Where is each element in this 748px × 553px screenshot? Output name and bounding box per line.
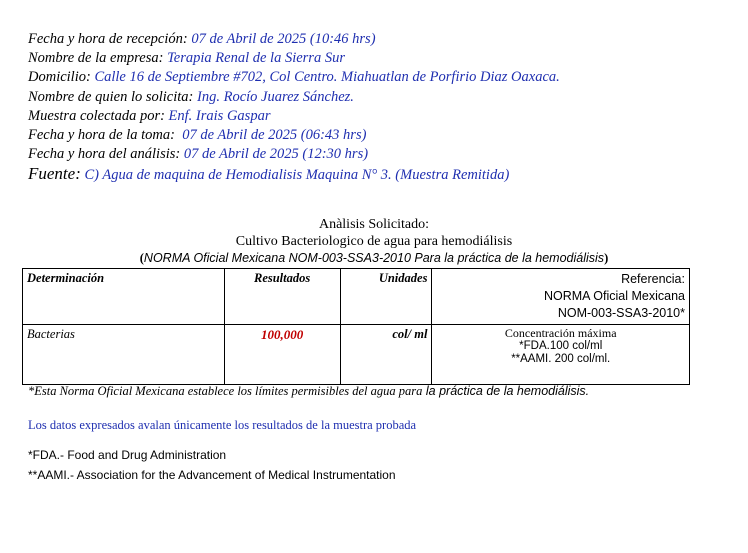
collector-value: Enf. Irais Gaspar [168,107,271,124]
address-value: Calle 16 de Septiembre #702, Col Centro. Miahuatlan de Porfirio Diaz Oaxaca. [94,69,560,86]
address-row [28,68,560,87]
sampling-value: 07 de Abril de 2025 (06:43 hrs) [182,127,367,144]
results-table [22,268,690,385]
ref-label: Referencia: [621,272,685,286]
parameter-cell: Bacterias [23,325,225,385]
analysis-subtitle: Cultivo Bacteriologico de agua para hemodiálisis [235,234,513,249]
result-value: 100,000 [224,325,340,385]
reception-value: 07 de Abril de 2025 (10:46 hrs) [191,31,376,47]
requester-label: Nombre de quien lo solicita: [28,88,194,105]
analysis-date-value: 07 de Abril de 2025 (12:30 hrs) [183,146,369,163]
norma-close-paren: ) [604,251,609,265]
footnote-aami: **AAMI.- Association for the Advancement of Medical Instrumentation [28,468,396,482]
analysis-date-label: Fecha y hora del análisis: [28,146,181,163]
table-header-row [23,269,690,325]
collector-label: Muestra colectada por: [28,107,165,124]
source-row [28,164,560,185]
note-text: *Esta Norma Oficial Mexicana establece los límites permisibles del agua para [28,384,423,398]
company-row [28,49,560,68]
ref-code: NOM-003-SSA3-2010* [557,306,685,320]
requester-value: Ing. Rocío Juarez Sánchez. [197,88,354,105]
norma-open-paren: ( [139,251,144,265]
source-label: Fuente: [28,164,81,184]
address-label: Domicilio: [28,69,91,86]
sampling-label: Fecha y hora de la toma: [28,127,175,144]
unit-cell: col/ ml [340,325,432,385]
analysis-norma [0,251,748,266]
ref-norma: NORMA Oficial Mexicana [543,289,685,303]
reception-label: Fecha y hora de recepción: [28,31,188,47]
requester-row [28,88,560,107]
note-tail: la práctica de la hemodiálisis. [422,384,590,398]
conc-title: Concentración máxima [504,326,617,340]
company-value: Terapia Renal de la Sierra Sur [167,50,345,67]
table-row [23,325,690,385]
reception-row [28,30,560,49]
collector-row [28,107,560,126]
disclaimer: Los datos expresados avalan únicamente los resultados de la muestra probada [28,418,417,432]
source-value: C) Agua de maquina de Hemodialisis Maquina N° 3. (Muestra Remitida) [84,167,510,184]
fda-limit: *FDA.100 col/ml [519,340,603,352]
sampling-row [28,126,560,145]
norma-text: NORMA Oficial Mexicana NOM-003-SSA3-2010 Para la práctica de la hemodiálisis [143,251,605,265]
analysis-date-row [28,145,560,164]
footnote-fda: *FDA.- Food and Drug Administration [28,448,227,462]
aami-limit: **AAMI. 200 col/ml. [511,353,611,365]
header-referencia [432,269,690,325]
company-label: Nombre de la empresa: [28,50,164,67]
report-info [28,30,560,186]
header-unidades: Unidades [340,269,432,325]
reference-cell [432,325,690,385]
norma-note [28,384,589,399]
header-resultados: Resultados [224,269,340,325]
header-determinacion: Determinación [23,269,225,325]
analysis-title: Anàlisis Solicitado: [318,217,430,232]
